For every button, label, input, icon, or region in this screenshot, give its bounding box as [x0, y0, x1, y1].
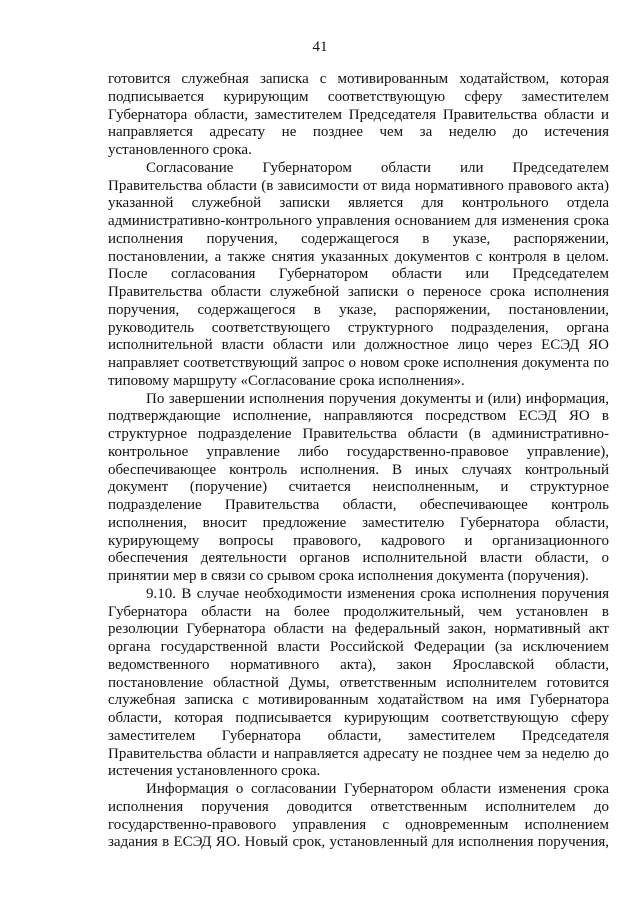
text-line: подписывается курирующим соответствующую сферу заместителем — [108, 88, 609, 105]
text-line: поручения, содержащегося в указе, распоряжении, постановлении, — [108, 301, 609, 318]
text-line: После согласования Губернатором области или Председателем — [108, 266, 609, 283]
text-line: органа государственной власти Российской Федерации (за исключением — [108, 639, 609, 655]
text-line: Правительства области и направляется адресату не позднее чем за неделю до — [108, 745, 609, 762]
text-line: Губернатора области, заместителем Председателя Правительства области и — [108, 106, 609, 123]
text-line: подразделение Правительства области, обеспечивающее контроль — [108, 497, 609, 513]
text-line: Согласование Губернатором области или Председателем — [146, 159, 609, 176]
text-line: руководитель соответствующего структурного подразделения, органа — [108, 319, 609, 336]
text-line: структурное подразделение Правительства области (в административно- — [108, 426, 609, 442]
text-line: ведомственного нормативного акта), закон Ярославской области, — [108, 656, 609, 673]
text-line: исполнения поручения доводится ответственным исполнителем до — [108, 798, 609, 815]
page-number: 41 — [312, 39, 328, 55]
text-line: указанной служебной записки является для контрольного отдела — [108, 195, 609, 212]
paragraph — [108, 781, 609, 852]
text-line: контрольное управление либо государственно-правовое управление), — [108, 443, 609, 460]
text-line: истечения установленного срока. — [108, 763, 321, 780]
text-line: исполнения, вносит предложение заместителю Губернатора области, — [108, 514, 609, 531]
text-line: направляет соответствующий запрос о новом сроке исполнения документа по — [108, 355, 609, 371]
text-line: типовому маршруту «Согласование срока исполнения». — [108, 372, 465, 389]
text-line: По завершении исполнения поручения документы и (или) информация, — [146, 390, 609, 407]
text-line: Правительства области служебной записки о переносе срока исполнения — [108, 284, 609, 300]
text-line: задания в ЕСЭД ЯО. Новый срок, установленный для исполнения поручения, — [108, 834, 609, 851]
paragraph — [108, 391, 609, 586]
text-line: обеспечивающее контроль исполнения. В иных случаях контрольный — [108, 461, 609, 478]
text-line: установленного срока. — [108, 142, 252, 158]
text-line: области, которая подписывается курирующим соответствующую сферу — [108, 710, 609, 726]
text-line: резолюции Губернатора области на федеральный закон, нормативный акт — [108, 621, 609, 638]
text-line: постановлении, а также снятия указанных документов с контроля в целом. — [108, 248, 609, 265]
paragraph — [108, 71, 609, 160]
paragraph — [108, 586, 609, 781]
text-line: документ (поручение) считается неисполненным, и структурное — [108, 479, 609, 496]
text-line: Правительства области (в зависимости от вида нормативного правового акта) — [108, 177, 609, 194]
text-line: государственно-правового управления с одновременным исполнением — [108, 816, 609, 833]
text-line: исполнения поручения, содержащегося в указе, распоряжении, — [108, 230, 609, 247]
text-line: готовится служебная записка с мотивированным ходатайством, которая — [108, 71, 609, 87]
text-line: направляется адресату не позднее чем за неделю до истечения — [108, 124, 609, 141]
text-line: обеспечения деятельности органов исполнительной власти области, о — [108, 550, 609, 567]
text-line: постановление областной Думы, ответственным исполнителем готовится — [108, 674, 609, 691]
document-body — [108, 71, 609, 852]
text-line: курирующему вопросы правового, кадрового и организационного — [108, 532, 609, 549]
text-line: подтверждающие исполнение, направляются посредством ЕСЭД ЯО в — [108, 408, 609, 425]
text-line: служебная записка с мотивированным ходатайством на имя Губернатора — [108, 692, 609, 709]
text-line: административно-контрольного управления основанием для изменения срока — [108, 213, 609, 229]
text-line: Информация о согласовании Губернатором области изменения срока — [146, 781, 609, 797]
text-line: 9.10. В случае необходимости изменения срока исполнения поручения — [146, 585, 609, 602]
paragraph — [108, 160, 609, 391]
text-line: заместителем Губернатора области, заместителем Председателя — [108, 727, 609, 744]
text-line: принятии мер в связи со срывом срока исполнения документа (поручения). — [108, 568, 589, 584]
text-line: Губернатора области на более продолжительный, чем установлен в — [108, 603, 609, 620]
text-line: исполнительной власти области или должностное лицо через ЕСЭД ЯО — [108, 337, 609, 354]
